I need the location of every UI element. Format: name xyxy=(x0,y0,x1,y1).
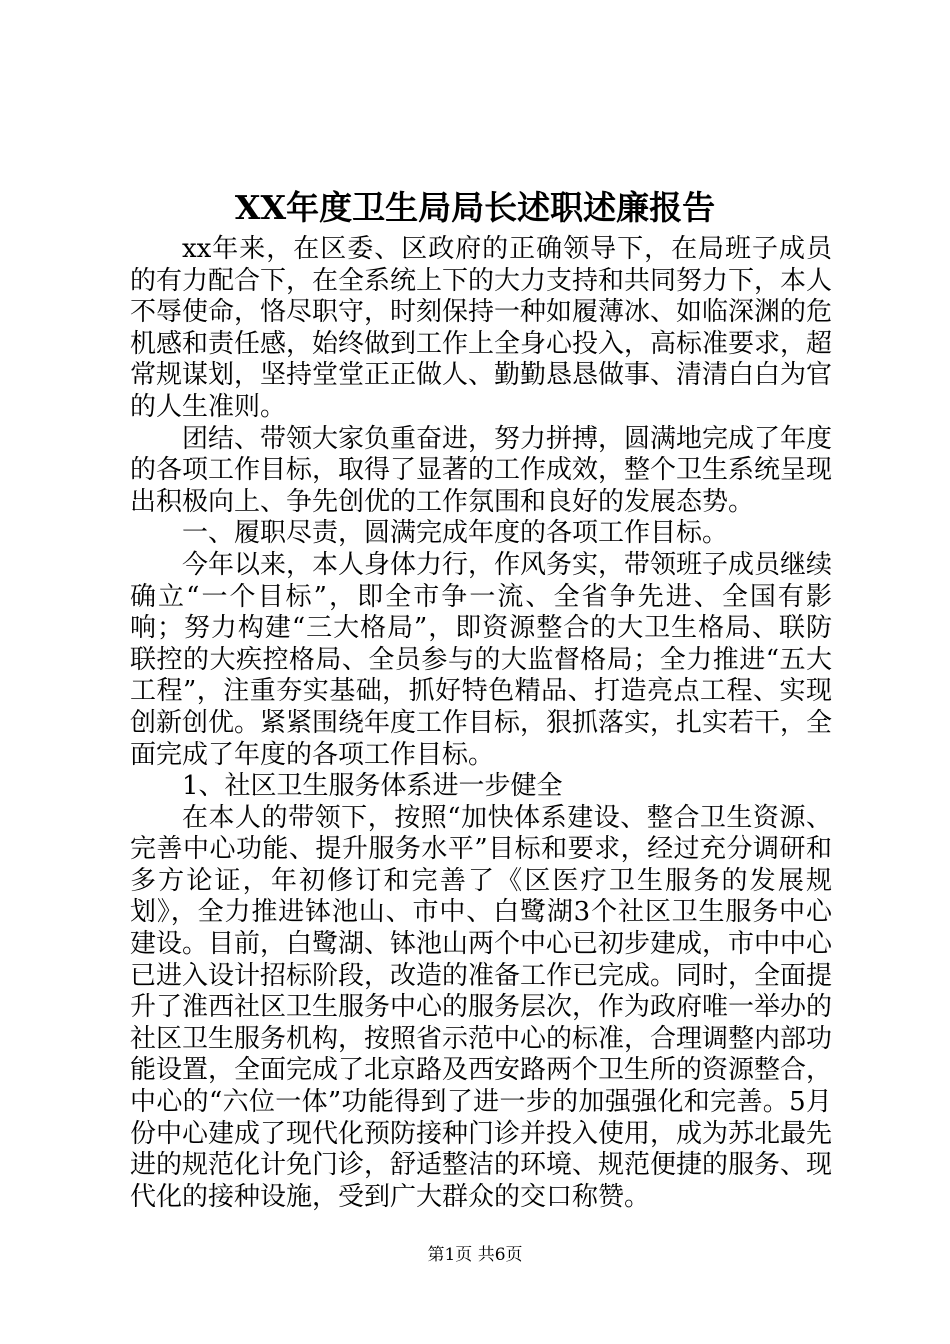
section-heading-1: 一、履职尽责，圆满完成年度的各项工作目标。 xyxy=(182,518,729,549)
document-title: XX年度卫生局局长述职述廉报告 xyxy=(234,188,716,227)
paragraph-intro: xx年来，在区委、区政府的正确领导下，在局班子成员的有力配合下，在全系统上下的大力支持和共同努力下，本人不辱使命，恪尽职守，时刻保持一种如履薄冰、如临深渊的危机感和责任感，始终做到工作上全身心投入，高标准要求，超常规谋划，坚持堂堂正正做人、勤勤恳恳做事、清清白白为官的人生准则。 xyxy=(130,234,833,422)
subsection-heading-1: 1、社区卫生服务体系进一步健全 xyxy=(182,771,563,802)
paragraph-community-health: 在本人的带领下，按照“加快体系建设、整合卫生资源、完善中心功能、提升服务水平”目标和要求，经过充分调研和多方论证，年初修订和完善了《区医疗卫生服务的发展规划》，全力推进钵池山、市中、白鹭湖3个社区卫生服务中心建设。目前，白鹭湖、钵池山两个中心已初步建成，市中中心已进入设计招标阶段，改造的准备工作已完成。同时，全面提升了淮西社区卫生服务中心的服务层次，作为政府唯一举办的社区卫生服务机构，按照省示范中心的标准，合理调整内部功能设置，全面完成了北京路及西安路两个卫生所的资源整合，中心的“六位一体”功能得到了进一步的加强强化和完善。5月份中心建成了现代化预防接种门诊并投入使用，成为苏北最先进的规范化计免门诊，舒适整洁的环境、规范便捷的服务、现代化的接种设施，受到广大群众的交口称赞。 xyxy=(130,802,833,1212)
paragraph-this-year: 今年以来，本人身体力行，作风务实，带领班子成员继续确立“一个目标”，即全市争一流、全省争先进、全国有影响；努力构建“三大格局”，即资源整合的大卫生格局、联防联控的大疾控格局、全员参与的大监督格局；全力推进“五大工程”，注重夯实基础，抓好特色精品、打造亮点工程、实现创新创优。紧紧围绕年度工作目标，狠抓落实，扎实若干，全面完成了年度的各项工作目标。 xyxy=(130,549,833,770)
document-body xyxy=(130,234,832,1213)
page-footer: 第1页 共6页 xyxy=(427,1245,523,1265)
paragraph-unity: 团结、带领大家负重奋进，努力拼搏，圆满地完成了年度的各项工作目标，取得了显著的工作成效，整个卫生系统呈现出积极向上、争先创优的工作氛围和良好的发展态势。 xyxy=(130,423,833,517)
